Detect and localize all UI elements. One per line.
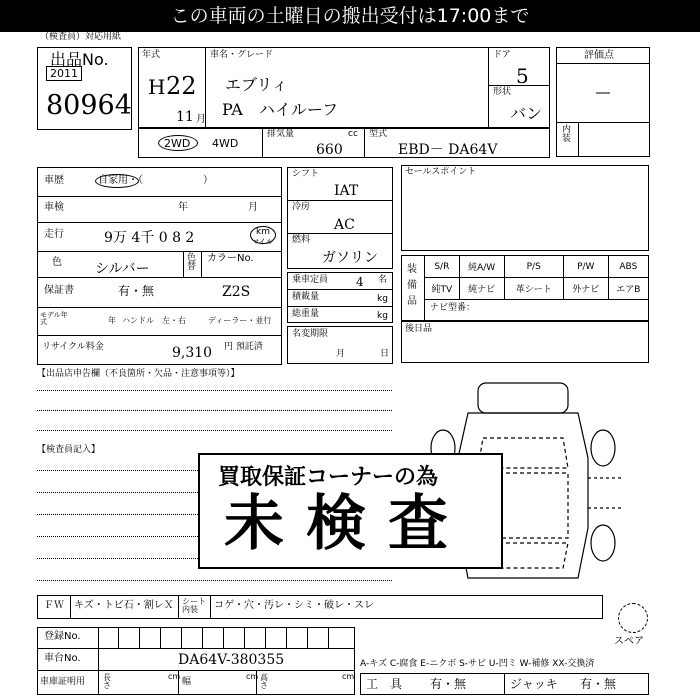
- height-label: 高さ: [260, 673, 268, 690]
- equip-navi: 純ナビ: [459, 278, 504, 300]
- wheel-front-right: [591, 430, 615, 466]
- damage-legend: A-キズ C-腐食 E-ニクボ S-サビ U-凹ミ W-補修 XX-交換済: [360, 659, 595, 669]
- year-label: 年式: [142, 50, 161, 60]
- deadline-day: 日: [380, 349, 390, 359]
- car-name: エブリィ: [225, 75, 288, 94]
- gross-kg: kg: [377, 311, 388, 321]
- load-kg: kg: [377, 294, 388, 304]
- length-label: 長さ: [103, 673, 111, 690]
- reg-value: 自家用・（ ）: [98, 175, 213, 186]
- color-label: 色: [52, 257, 62, 268]
- wheel-rear-right: [591, 525, 615, 561]
- inspection-year: 年: [178, 202, 188, 213]
- fw-label: ＦＷ: [44, 600, 64, 611]
- drive-4wd: 4WD: [212, 137, 239, 150]
- jack-value: 有・無: [580, 677, 617, 691]
- load-label: 積載量: [292, 292, 320, 302]
- sales-point-box: [401, 165, 649, 251]
- doors: 5: [516, 64, 529, 88]
- cert-label: 車庫証明用: [40, 677, 86, 687]
- banner: この車両の土曜日の搬出受付は17:00まで: [0, 0, 700, 32]
- equip-abs: ABS: [608, 256, 648, 278]
- after-box: [401, 321, 649, 363]
- equip-pw: P/W: [563, 256, 608, 278]
- equip-ext-navi: 外ナビ: [563, 278, 608, 300]
- jack-label: ジャッキ: [510, 677, 558, 691]
- repaint-label: 色替: [187, 253, 197, 272]
- sales-point-label: セールスポイント: [405, 167, 477, 177]
- equip-sr: S/R: [425, 256, 460, 278]
- inspection-month: 月: [248, 202, 258, 213]
- model-year-label: モデル年式: [40, 311, 68, 326]
- interior-label: 内装: [562, 125, 572, 144]
- after-label: 後日品: [405, 324, 433, 334]
- deadline-label: 名変期限: [292, 329, 329, 339]
- ac: AC: [334, 217, 355, 233]
- height-unit: cm: [342, 672, 355, 681]
- year-era: H: [148, 75, 166, 99]
- ac-label: 冷房: [292, 202, 311, 212]
- chassis-number: DA64V-380355: [178, 652, 285, 668]
- lot-label: 出品No.: [50, 50, 109, 69]
- seat-label: シート内装: [182, 597, 206, 614]
- equip-airbag: エアB: [608, 278, 648, 300]
- equip-leather: 革シート: [504, 278, 563, 300]
- width-unit: cm: [246, 672, 259, 681]
- warranty: 有・無: [118, 284, 155, 298]
- score-value: ―: [596, 85, 610, 101]
- mileage: 9万 4千 0 8 2: [104, 230, 195, 246]
- seat-text: コゲ・穴・汚レ・シミ・破レ・スレ: [214, 600, 374, 611]
- equip-ps: P/S: [504, 256, 563, 278]
- gross-label: 総重量: [292, 309, 320, 319]
- shape: バン: [510, 104, 543, 123]
- dealer: ディーラー・並行: [208, 316, 272, 325]
- displacement: 660: [316, 142, 343, 158]
- shift: IAT: [334, 183, 359, 199]
- width-label: 幅: [182, 677, 192, 687]
- handle: ハンドル 左・右: [122, 316, 186, 325]
- registration-label: 登録No.: [44, 631, 81, 642]
- displacement-label: 排気量: [267, 129, 295, 139]
- shift-label: シフト: [292, 169, 320, 179]
- equip-tv: 純TV: [425, 278, 460, 300]
- recycle-unit: 円 預託済: [224, 342, 263, 352]
- navi-model-label: ナビ型番：: [430, 303, 476, 313]
- capacity: 4: [356, 275, 364, 289]
- lot-number: 80964: [46, 90, 132, 121]
- car-grade: PA ハイルーフ: [222, 100, 339, 119]
- top-note: （検査員）対応用紙: [40, 32, 122, 42]
- equip-aw: 純A/W: [459, 256, 504, 278]
- mileage-label: 走行: [44, 229, 64, 240]
- spare-label: スペア: [614, 636, 644, 647]
- lot-year-tag: 2011: [46, 66, 82, 81]
- year-num: 22: [166, 72, 197, 100]
- equipment-label: 装備品: [407, 264, 417, 307]
- model: EBD－ DA64V: [398, 142, 498, 158]
- fuel-label: 燃料: [292, 235, 311, 245]
- year-unit: 年: [108, 316, 116, 325]
- drive-2wd: 2WD: [164, 137, 191, 150]
- color: シルバー: [95, 261, 150, 277]
- doors-label: ドア: [493, 50, 511, 60]
- model-label: 型式: [369, 129, 388, 139]
- reg-label: 車歴: [44, 175, 64, 186]
- capacity-unit: 名: [378, 275, 388, 285]
- km-label: km: [256, 227, 270, 237]
- equipment-table: [424, 255, 649, 300]
- seller-note-label: 【出品店申告欄（不良箇所・欠品・注意事項等）】: [37, 369, 240, 379]
- recycle: 9,310: [172, 345, 213, 361]
- shape-label: 形状: [493, 87, 512, 97]
- fuel: ガソリン: [322, 250, 378, 266]
- cc-label: cc: [348, 129, 358, 139]
- car-front-bumper: [478, 383, 568, 413]
- name-label: 車名・グレード: [210, 50, 274, 60]
- mile-label: マイル: [252, 238, 273, 246]
- month-unit: 月: [196, 114, 206, 125]
- inspector-note-label: 【検査員記入】: [37, 445, 101, 455]
- stamp-line1: 買取保証コーナーの為: [218, 464, 439, 490]
- warranty-label: 保証書: [44, 285, 74, 296]
- recycle-label: リサイクル料金: [42, 342, 104, 352]
- tools-value: 有・無: [430, 677, 467, 691]
- month: 11: [176, 109, 194, 125]
- score-label: 評価点: [584, 50, 614, 61]
- color-no-label: カラーNo.: [207, 253, 254, 264]
- fw-text: キズ・トビ石・割レＸ: [74, 600, 174, 611]
- inspection-label: 車検: [44, 202, 64, 213]
- color-no: Z2S: [222, 284, 251, 300]
- deadline-month: 月: [336, 349, 346, 359]
- length-unit: cm: [168, 672, 181, 681]
- spare-tire-icon: [618, 603, 648, 633]
- chassis-label: 車台No.: [44, 653, 81, 664]
- tools-label: 工 具: [366, 677, 403, 691]
- stamp-line2: 未検査: [224, 489, 470, 559]
- capacity-label: 乗車定員: [292, 275, 329, 285]
